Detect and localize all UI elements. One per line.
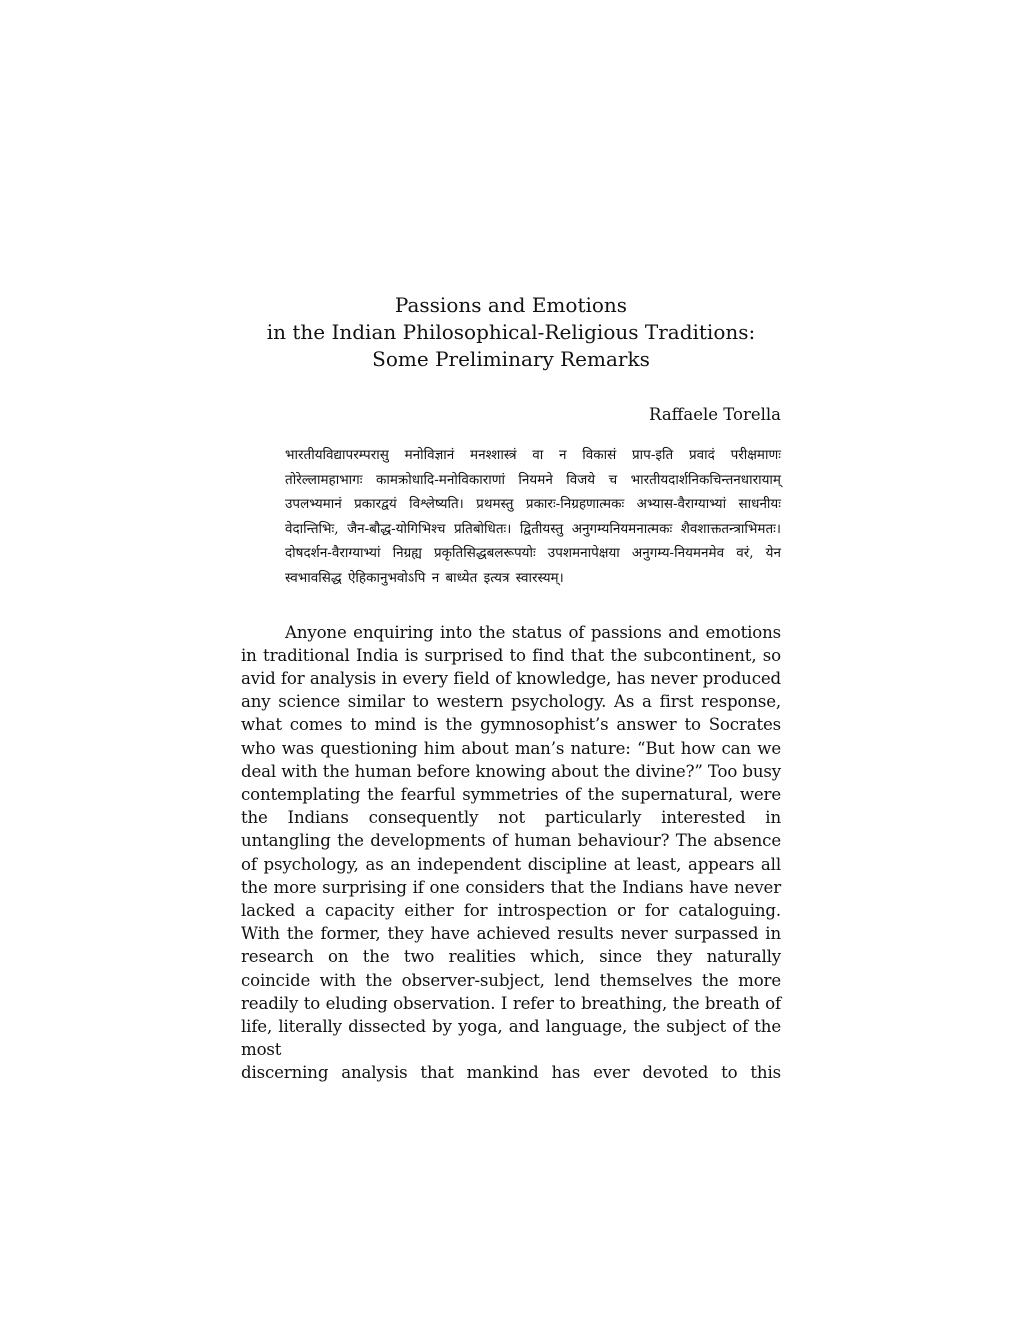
body-paragraph-text: Anyone enquiring into the status of passions and emotions in traditional India is surprised to find that the subcontinent, so avid for analysis in every field of knowledge, has never produced any science similar to western psychology. As a first response, what comes to mind is the gymnosophist’s answer to Socrates who was questioning him about man’s nature: “But how can we deal with the human before knowing about the divine?” Too busy contemplating the fearful symmetries of the supernatural, were the Indians consequently not particularly interested in untangling the developments of human behaviour? The absence of psychology, as an independent discipline at least, appears all the more surprising if one considers that the Indians have never lacked a capacity either for introspection or for cataloguing. With the former, they have achieved results never surpassed in research on the two realities which, since they naturally coincide with the observer-subject, lend themselves the more readily to eluding observation. I refer to breathing, the breath of life, literally dissected by yoga, and language, the subject of the most [241, 622, 781, 1060]
sanskrit-abstract: भारतीयविद्यापरम्परासु मनोविज्ञानं मनश्शास्त्रं वा न विकासं प्राप-इति प्रवादं परीक्षमाणः तोरेल्लामहाभागः कामक्रोधादि-मनोविकाराणां नियमने विजये च भारतीयदार्शनिकचिन्तनधारायाम् उपलभ्यमानं प्रकारद्वयं विश्लेष्यति। प्रथमस्तु प्रकारः-निग्रहणात्मकः अभ्यास-वैराग्याभ्यां साधनीयः वेदान्तिभिः, जैन-बौद्ध-योगिभिश्च प्रतिबोधितः। द्वितीयस्तु अनुगम्यनियमनात्मकः शैवशाक्ततन्त्राभिमतः। दोषदर्शन-वैराग्याभ्यां निग्रह्य प्रकृतिसिद्धबलरूपयोः उपशमनापेक्षया अनुगम्य-नियमनमेव वरं, येन स्वभावसिद्ध ऐहिकानुभवोऽपि न बाध्येत इत्यत्र स्वारस्यम्। [285, 447, 781, 586]
body-paragraph-last-line: discerning analysis that mankind has ever devoted to this [241, 1063, 781, 1083]
title-line-2: in the Indian Philosophical-Religious Traditions: [266, 320, 756, 344]
author-name: Raffaele Torella [649, 405, 781, 424]
title-line-1: Passions and Emotions [394, 293, 628, 317]
body-paragraph [241, 621, 781, 1085]
article-title [241, 292, 781, 373]
article-page [241, 292, 781, 1085]
title-line-3: Some Preliminary Remarks [372, 347, 650, 371]
